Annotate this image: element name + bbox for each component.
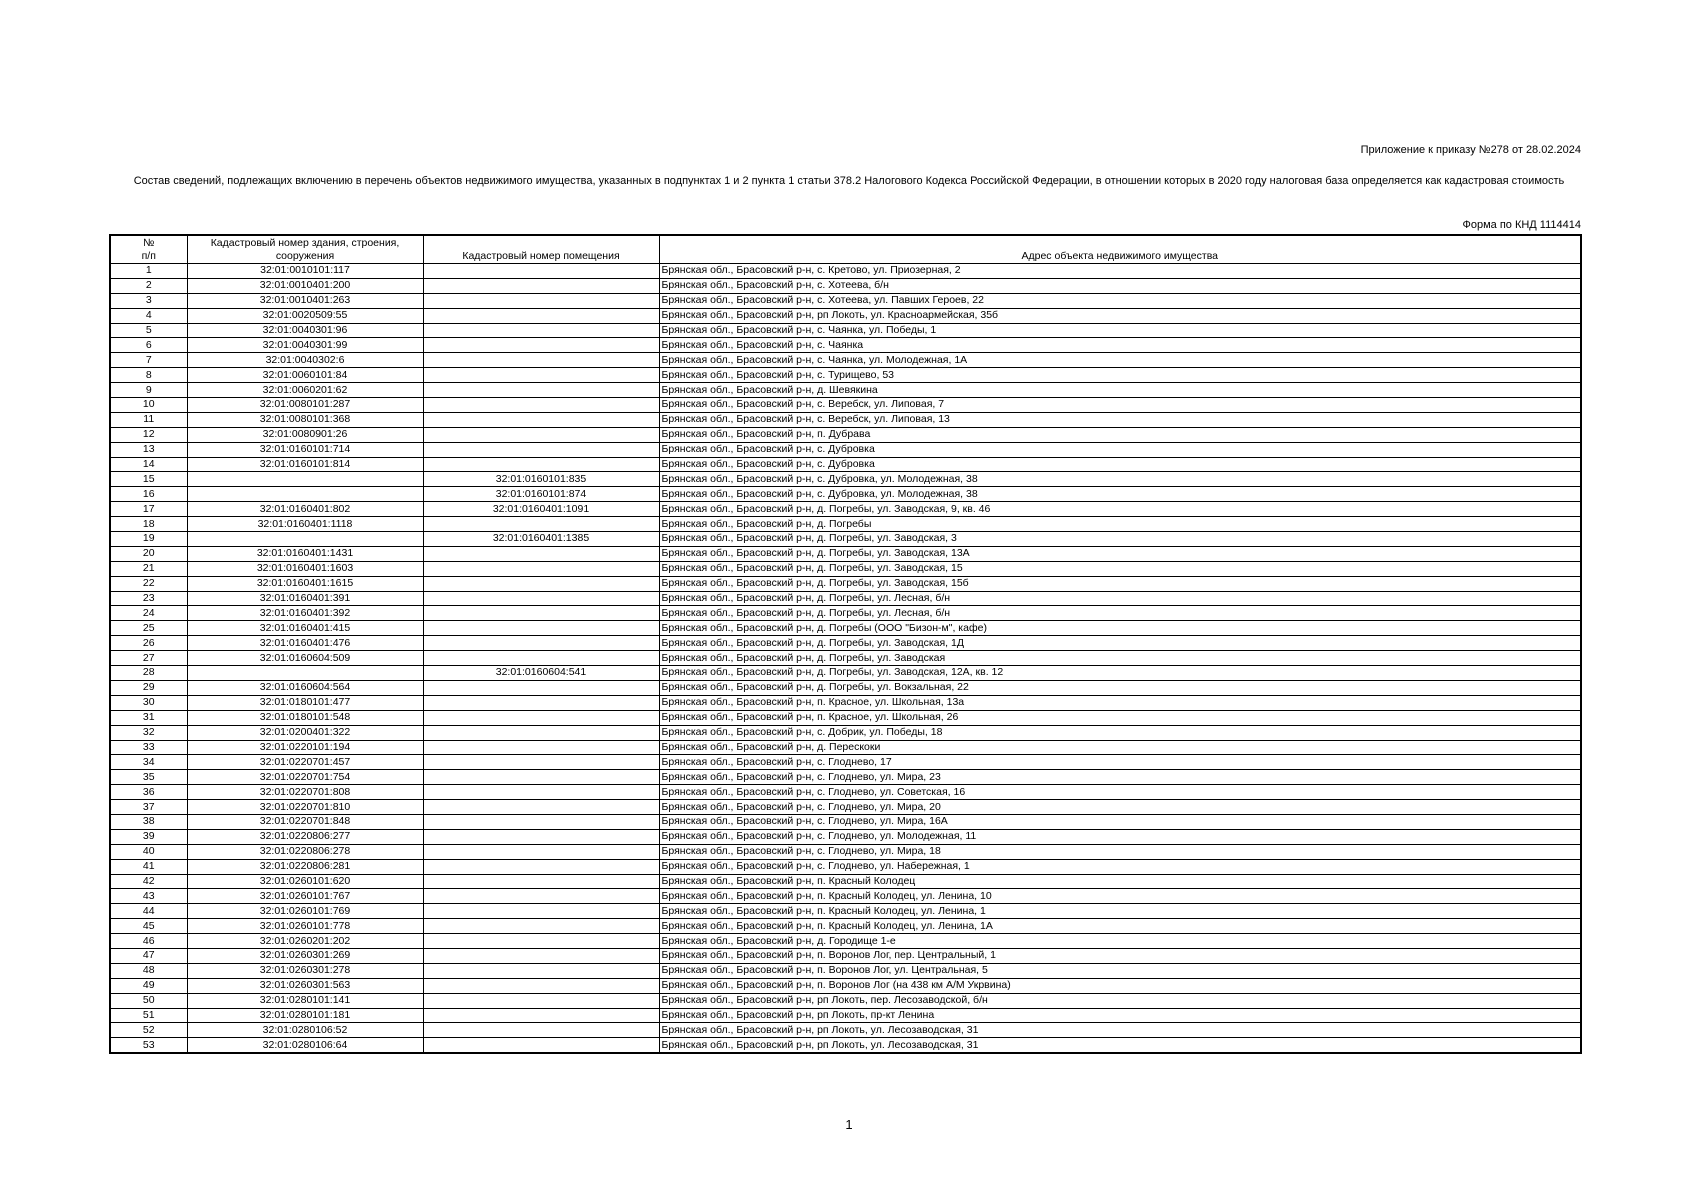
building-cadastral-number: 32:01:0160401:476 (187, 636, 423, 651)
premises-cadastral-number (423, 651, 659, 666)
row-number: 13 (110, 442, 187, 457)
building-cadastral-number: 32:01:0280101:181 (187, 1008, 423, 1023)
property-address: Брянская обл., Брасовский р-н, п. Красный Колодец, ул. Ленина, 10 (659, 889, 1581, 904)
premises-cadastral-number (423, 904, 659, 919)
premises-cadastral-number (423, 353, 659, 368)
premises-cadastral-number (423, 740, 659, 755)
table-row (110, 919, 1581, 934)
property-address: Брянская обл., Брасовский р-н, с. Турищево, 53 (659, 368, 1581, 383)
table-row (110, 859, 1581, 874)
premises-cadastral-number (423, 561, 659, 576)
property-address: Брянская обл., Брасовский р-н, д. Погребы, ул. Лесная, б/н (659, 591, 1581, 606)
building-cadastral-number: 32:01:0040301:99 (187, 338, 423, 353)
premises-cadastral-number (423, 412, 659, 427)
table-row (110, 472, 1581, 487)
property-address: Брянская обл., Брасовский р-н, с. Чаянка, ул. Победы, 1 (659, 323, 1581, 338)
building-cadastral-number: 32:01:0220701:457 (187, 755, 423, 770)
row-number: 35 (110, 770, 187, 785)
table-row (110, 904, 1581, 919)
property-address: Брянская обл., Брасовский р-н, с. Глоднево, ул. Мира, 23 (659, 770, 1581, 785)
table-row (110, 1023, 1581, 1038)
table-row (110, 800, 1581, 815)
row-number: 40 (110, 844, 187, 859)
row-number: 49 (110, 978, 187, 993)
row-number: 23 (110, 591, 187, 606)
building-cadastral-number: 32:01:0060201:62 (187, 383, 423, 398)
property-address: Брянская обл., Брасовский р-н, п. Красный Колодец, ул. Ленина, 1 (659, 904, 1581, 919)
row-number: 10 (110, 398, 187, 413)
table-row (110, 264, 1581, 279)
row-number: 9 (110, 383, 187, 398)
table-row (110, 963, 1581, 978)
table-row (110, 412, 1581, 427)
table-row (110, 457, 1581, 472)
table-row (110, 368, 1581, 383)
property-address: Брянская обл., Брасовский р-н, рп Локоть, ул. Лесозаводская, 31 (659, 1038, 1581, 1053)
premises-cadastral-number (423, 427, 659, 442)
building-cadastral-number: 32:01:0280101:141 (187, 993, 423, 1008)
document-title: Состав сведений, подлежащих включению в перечень объектов недвижимого имущества, указанных в подпунктах 1 и 2 пункта 1 статьи 378.2 Налогового Кодекса Российской Федерации, в отношении которых в 2020 году налоговая база определяется как кадастровая стоимость (133, 175, 1565, 187)
building-cadastral-number: 32:01:0020509:55 (187, 308, 423, 323)
premises-cadastral-number: 32:01:0160101:874 (423, 487, 659, 502)
property-address: Брянская обл., Брасовский р-н, с. Глоднево, ул. Советская, 16 (659, 785, 1581, 800)
premises-cadastral-number (423, 770, 659, 785)
row-number: 24 (110, 606, 187, 621)
row-number: 53 (110, 1038, 187, 1053)
property-address: Брянская обл., Брасовский р-н, п. Красное, ул. Школьная, 26 (659, 710, 1581, 725)
building-cadastral-number: 32:01:0080101:287 (187, 398, 423, 413)
page-number: 1 (845, 1117, 853, 1132)
premises-cadastral-number (423, 978, 659, 993)
row-number: 38 (110, 814, 187, 829)
premises-cadastral-number: 32:01:0160401:1385 (423, 532, 659, 547)
row-number: 11 (110, 412, 187, 427)
table-row (110, 889, 1581, 904)
building-cadastral-number: 32:01:0260101:778 (187, 919, 423, 934)
premises-cadastral-number (423, 934, 659, 949)
table-row (110, 383, 1581, 398)
row-number: 32 (110, 725, 187, 740)
building-cadastral-number: 32:01:0220806:281 (187, 859, 423, 874)
table-row (110, 442, 1581, 457)
building-cadastral-number: 32:01:0040302:6 (187, 353, 423, 368)
table-row (110, 338, 1581, 353)
row-number: 21 (110, 561, 187, 576)
building-cadastral-number: 32:01:0260101:620 (187, 874, 423, 889)
building-cadastral-number: 32:01:0160401:1118 (187, 517, 423, 532)
property-address: Брянская обл., Брасовский р-н, д. Погребы, ул. Заводская, 15 (659, 561, 1581, 576)
table-row (110, 680, 1581, 695)
building-cadastral-number: 32:01:0160401:391 (187, 591, 423, 606)
table-row (110, 591, 1581, 606)
property-address: Брянская обл., Брасовский р-н, с. Глоднево, 17 (659, 755, 1581, 770)
building-cadastral-number (187, 487, 423, 502)
premises-cadastral-number (423, 948, 659, 963)
row-number: 15 (110, 472, 187, 487)
property-address: Брянская обл., Брасовский р-н, с. Дубровка (659, 457, 1581, 472)
building-cadastral-number: 32:01:0260201:202 (187, 934, 423, 949)
row-number: 41 (110, 859, 187, 874)
building-cadastral-number: 32:01:0160401:415 (187, 621, 423, 636)
premises-cadastral-number (423, 725, 659, 740)
premises-cadastral-number (423, 621, 659, 636)
property-address: Брянская обл., Брасовский р-н, с. Глоднево, ул. Мира, 18 (659, 844, 1581, 859)
property-address: Брянская обл., Брасовский р-н, с. Дубровка (659, 442, 1581, 457)
table-row (110, 576, 1581, 591)
building-cadastral-number: 32:01:0280106:52 (187, 1023, 423, 1038)
table-row (110, 532, 1581, 547)
table-row (110, 546, 1581, 561)
header-building-cadastral: Кадастровый номер здания, строения, сооружения (187, 235, 423, 264)
premises-cadastral-number (423, 308, 659, 323)
table-row (110, 487, 1581, 502)
header-address: Адрес объекта недвижимого имущества (659, 235, 1581, 264)
premises-cadastral-number (423, 889, 659, 904)
building-cadastral-number: 32:01:0080901:26 (187, 427, 423, 442)
table-row (110, 814, 1581, 829)
table-row (110, 561, 1581, 576)
table-row (110, 621, 1581, 636)
building-cadastral-number: 32:01:0060101:84 (187, 368, 423, 383)
row-number: 45 (110, 919, 187, 934)
row-number: 48 (110, 963, 187, 978)
property-address: Брянская обл., Брасовский р-н, д. Погребы (659, 517, 1581, 532)
row-number: 3 (110, 293, 187, 308)
building-cadastral-number: 32:01:0220701:848 (187, 814, 423, 829)
premises-cadastral-number (423, 800, 659, 815)
premises-cadastral-number (423, 457, 659, 472)
table-row (110, 502, 1581, 517)
table-row (110, 993, 1581, 1008)
row-number: 50 (110, 993, 187, 1008)
row-number: 22 (110, 576, 187, 591)
row-number: 39 (110, 829, 187, 844)
premises-cadastral-number (423, 338, 659, 353)
row-number: 5 (110, 323, 187, 338)
table-row (110, 353, 1581, 368)
property-address: Брянская обл., Брасовский р-н, рп Локоть, ул. Лесозаводская, 31 (659, 1023, 1581, 1038)
table-row (110, 427, 1581, 442)
property-address: Брянская обл., Брасовский р-н, с. Глоднево, ул. Мира, 20 (659, 800, 1581, 815)
premises-cadastral-number (423, 293, 659, 308)
row-number: 14 (110, 457, 187, 472)
premises-cadastral-number (423, 517, 659, 532)
table-row (110, 844, 1581, 859)
row-number: 1 (110, 264, 187, 279)
premises-cadastral-number: 32:01:0160401:1091 (423, 502, 659, 517)
table-row (110, 517, 1581, 532)
premises-cadastral-number (423, 919, 659, 934)
building-cadastral-number: 32:01:0220101:194 (187, 740, 423, 755)
building-cadastral-number: 32:01:0220701:808 (187, 785, 423, 800)
row-number: 28 (110, 666, 187, 681)
row-number: 44 (110, 904, 187, 919)
property-address: Брянская обл., Брасовский р-н, с. Хотеева, б/н (659, 278, 1581, 293)
premises-cadastral-number (423, 710, 659, 725)
building-cadastral-number: 32:01:0040301:96 (187, 323, 423, 338)
property-address: Брянская обл., Брасовский р-н, п. Красный Колодец, ул. Ленина, 1А (659, 919, 1581, 934)
property-address: Брянская обл., Брасовский р-н, п. Воронов Лог, пер. Центральный, 1 (659, 948, 1581, 963)
row-number: 12 (110, 427, 187, 442)
property-address: Брянская обл., Брасовский р-н, с. Добрик, ул. Победы, 18 (659, 725, 1581, 740)
table-row (110, 695, 1581, 710)
building-cadastral-number: 32:01:0080101:368 (187, 412, 423, 427)
row-number: 36 (110, 785, 187, 800)
table-row (110, 1038, 1581, 1053)
table-row (110, 278, 1581, 293)
form-code: Форма по КНД 1114414 (1462, 219, 1581, 231)
property-address: Брянская обл., Брасовский р-н, с. Хотеева, ул. Павших Героев, 22 (659, 293, 1581, 308)
row-number: 27 (110, 651, 187, 666)
building-cadastral-number: 32:01:0010101:117 (187, 264, 423, 279)
building-cadastral-number: 32:01:0280106:64 (187, 1038, 423, 1053)
table-row (110, 740, 1581, 755)
table-body (110, 264, 1581, 1054)
table-row (110, 948, 1581, 963)
premises-cadastral-number (423, 1038, 659, 1053)
table-row (110, 829, 1581, 844)
property-address: Брянская обл., Брасовский р-н, п. Воронов Лог, ул. Центральная, 5 (659, 963, 1581, 978)
building-cadastral-number: 32:01:0160604:509 (187, 651, 423, 666)
premises-cadastral-number (423, 963, 659, 978)
property-address: Брянская обл., Брасовский р-н, д. Погребы, ул. Заводская (659, 651, 1581, 666)
premises-cadastral-number (423, 1008, 659, 1023)
table-row (110, 293, 1581, 308)
row-number: 29 (110, 680, 187, 695)
header-premises-cadastral: Кадастровый номер помещения (423, 235, 659, 264)
building-cadastral-number (187, 472, 423, 487)
property-address: Брянская обл., Брасовский р-н, с. Чаянка, ул. Молодежная, 1А (659, 353, 1581, 368)
row-number: 16 (110, 487, 187, 502)
building-cadastral-number: 32:01:0160604:564 (187, 680, 423, 695)
premises-cadastral-number (423, 278, 659, 293)
property-address: Брянская обл., Брасовский р-н, п. Красный Колодец (659, 874, 1581, 889)
property-address: Брянская обл., Брасовский р-н, д. Погребы (ООО "Бизон-м", кафе) (659, 621, 1581, 636)
property-address: Брянская обл., Брасовский р-н, п. Дубрава (659, 427, 1581, 442)
premises-cadastral-number (423, 591, 659, 606)
property-address: Брянская обл., Брасовский р-н, с. Веребск, ул. Липовая, 13 (659, 412, 1581, 427)
property-address: Брянская обл., Брасовский р-н, рп Локоть, пр-кт Ленина (659, 1008, 1581, 1023)
premises-cadastral-number (423, 829, 659, 844)
building-cadastral-number: 32:01:0010401:263 (187, 293, 423, 308)
building-cadastral-number (187, 666, 423, 681)
premises-cadastral-number (423, 680, 659, 695)
building-cadastral-number: 32:01:0180101:477 (187, 695, 423, 710)
property-address: Брянская обл., Брасовский р-н, рп Локоть, ул. Красноармейская, 35б (659, 308, 1581, 323)
property-address: Брянская обл., Брасовский р-н, д. Погребы, ул. Заводская, 3 (659, 532, 1581, 547)
row-number: 4 (110, 308, 187, 323)
premises-cadastral-number (423, 546, 659, 561)
premises-cadastral-number (423, 576, 659, 591)
building-cadastral-number: 32:01:0200401:322 (187, 725, 423, 740)
table-header-row (110, 235, 1581, 264)
building-cadastral-number: 32:01:0160401:802 (187, 502, 423, 517)
table-row (110, 710, 1581, 725)
appendix-note: Приложение к приказу №278 от 28.02.2024 (1360, 144, 1581, 156)
property-address: Брянская обл., Брасовский р-н, п. Воронов Лог (на 438 км А/М Укрвина) (659, 978, 1581, 993)
table-row (110, 874, 1581, 889)
building-cadastral-number: 32:01:0180101:548 (187, 710, 423, 725)
row-number: 17 (110, 502, 187, 517)
table-row (110, 725, 1581, 740)
row-number: 43 (110, 889, 187, 904)
building-cadastral-number (187, 532, 423, 547)
premises-cadastral-number (423, 993, 659, 1008)
table-row (110, 1008, 1581, 1023)
row-number: 26 (110, 636, 187, 651)
building-cadastral-number: 32:01:0220806:278 (187, 844, 423, 859)
row-number: 34 (110, 755, 187, 770)
row-number: 37 (110, 800, 187, 815)
premises-cadastral-number (423, 755, 659, 770)
row-number: 33 (110, 740, 187, 755)
premises-cadastral-number: 32:01:0160101:835 (423, 472, 659, 487)
property-address: Брянская обл., Брасовский р-н, д. Погребы, ул. Заводская, 15б (659, 576, 1581, 591)
row-number: 30 (110, 695, 187, 710)
property-address: Брянская обл., Брасовский р-н, д. Шевякина (659, 383, 1581, 398)
table-row (110, 308, 1581, 323)
property-address: Брянская обл., Брасовский р-н, д. Погребы, ул. Вокзальная, 22 (659, 680, 1581, 695)
building-cadastral-number: 32:01:0260101:767 (187, 889, 423, 904)
premises-cadastral-number (423, 442, 659, 457)
building-cadastral-number: 32:01:0220701:810 (187, 800, 423, 815)
property-address: Брянская обл., Брасовский р-н, с. Глоднево, ул. Мира, 16А (659, 814, 1581, 829)
building-cadastral-number: 32:01:0260301:269 (187, 948, 423, 963)
property-address: Брянская обл., Брасовский р-н, д. Перескоки (659, 740, 1581, 755)
row-number: 18 (110, 517, 187, 532)
property-address: Брянская обл., Брасовский р-н, д. Городище 1-е (659, 934, 1581, 949)
premises-cadastral-number: 32:01:0160604:541 (423, 666, 659, 681)
premises-cadastral-number (423, 844, 659, 859)
table-row (110, 785, 1581, 800)
property-address: Брянская обл., Брасовский р-н, п. Красное, ул. Школьная, 13а (659, 695, 1581, 710)
property-address: Брянская обл., Брасовский р-н, с. Дубровка, ул. Молодежная, 38 (659, 487, 1581, 502)
property-address: Брянская обл., Брасовский р-н, с. Глоднево, ул. Набережная, 1 (659, 859, 1581, 874)
property-address: Брянская обл., Брасовский р-н, с. Дубровка, ул. Молодежная, 38 (659, 472, 1581, 487)
table-row (110, 978, 1581, 993)
building-cadastral-number: 32:01:0160101:814 (187, 457, 423, 472)
premises-cadastral-number (423, 264, 659, 279)
building-cadastral-number: 32:01:0260101:769 (187, 904, 423, 919)
building-cadastral-number: 32:01:0220806:277 (187, 829, 423, 844)
table-row (110, 606, 1581, 621)
property-address: Брянская обл., Брасовский р-н, д. Погребы, ул. Заводская, 13А (659, 546, 1581, 561)
building-cadastral-number: 32:01:0160401:392 (187, 606, 423, 621)
row-number: 6 (110, 338, 187, 353)
building-cadastral-number: 32:01:0010401:200 (187, 278, 423, 293)
property-register-table (109, 234, 1582, 1054)
premises-cadastral-number (423, 859, 659, 874)
property-address: Брянская обл., Брасовский р-н, с. Чаянка (659, 338, 1581, 353)
table-row (110, 934, 1581, 949)
table-row (110, 666, 1581, 681)
premises-cadastral-number (423, 695, 659, 710)
row-number: 19 (110, 532, 187, 547)
property-address: Брянская обл., Брасовский р-н, д. Погребы, ул. Заводская, 12А, кв. 12 (659, 666, 1581, 681)
table-row (110, 651, 1581, 666)
property-address: Брянская обл., Брасовский р-н, с. Веребск, ул. Липовая, 7 (659, 398, 1581, 413)
row-number: 7 (110, 353, 187, 368)
property-address: Брянская обл., Брасовский р-н, д. Погребы, ул. Заводская, 9, кв. 46 (659, 502, 1581, 517)
building-cadastral-number: 32:01:0160401:1431 (187, 546, 423, 561)
property-address: Брянская обл., Брасовский р-н, с. Глоднево, ул. Молодежная, 11 (659, 829, 1581, 844)
table-row (110, 636, 1581, 651)
premises-cadastral-number (423, 814, 659, 829)
premises-cadastral-number (423, 383, 659, 398)
row-number: 31 (110, 710, 187, 725)
premises-cadastral-number (423, 368, 659, 383)
table-row (110, 398, 1581, 413)
property-address: Брянская обл., Брасовский р-н, с. Кретово, ул. Приозерная, 2 (659, 264, 1581, 279)
row-number: 51 (110, 1008, 187, 1023)
row-number: 46 (110, 934, 187, 949)
premises-cadastral-number (423, 606, 659, 621)
table-row (110, 323, 1581, 338)
premises-cadastral-number (423, 636, 659, 651)
building-cadastral-number: 32:01:0160401:1603 (187, 561, 423, 576)
premises-cadastral-number (423, 785, 659, 800)
row-number: 20 (110, 546, 187, 561)
building-cadastral-number: 32:01:0160401:1615 (187, 576, 423, 591)
header-number: № п/п (110, 235, 187, 264)
row-number: 2 (110, 278, 187, 293)
premises-cadastral-number (423, 323, 659, 338)
row-number: 47 (110, 948, 187, 963)
building-cadastral-number: 32:01:0160101:714 (187, 442, 423, 457)
row-number: 8 (110, 368, 187, 383)
premises-cadastral-number (423, 874, 659, 889)
property-address: Брянская обл., Брасовский р-н, д. Погребы, ул. Заводская, 1Д (659, 636, 1581, 651)
building-cadastral-number: 32:01:0260301:278 (187, 963, 423, 978)
property-address: Брянская обл., Брасовский р-н, д. Погребы, ул. Лесная, б/н (659, 606, 1581, 621)
table-row (110, 755, 1581, 770)
table-row (110, 770, 1581, 785)
row-number: 52 (110, 1023, 187, 1038)
row-number: 25 (110, 621, 187, 636)
premises-cadastral-number (423, 398, 659, 413)
premises-cadastral-number (423, 1023, 659, 1038)
building-cadastral-number: 32:01:0260301:563 (187, 978, 423, 993)
property-address: Брянская обл., Брасовский р-н, рп Локоть, пер. Лесозаводской, б/н (659, 993, 1581, 1008)
row-number: 42 (110, 874, 187, 889)
building-cadastral-number: 32:01:0220701:754 (187, 770, 423, 785)
